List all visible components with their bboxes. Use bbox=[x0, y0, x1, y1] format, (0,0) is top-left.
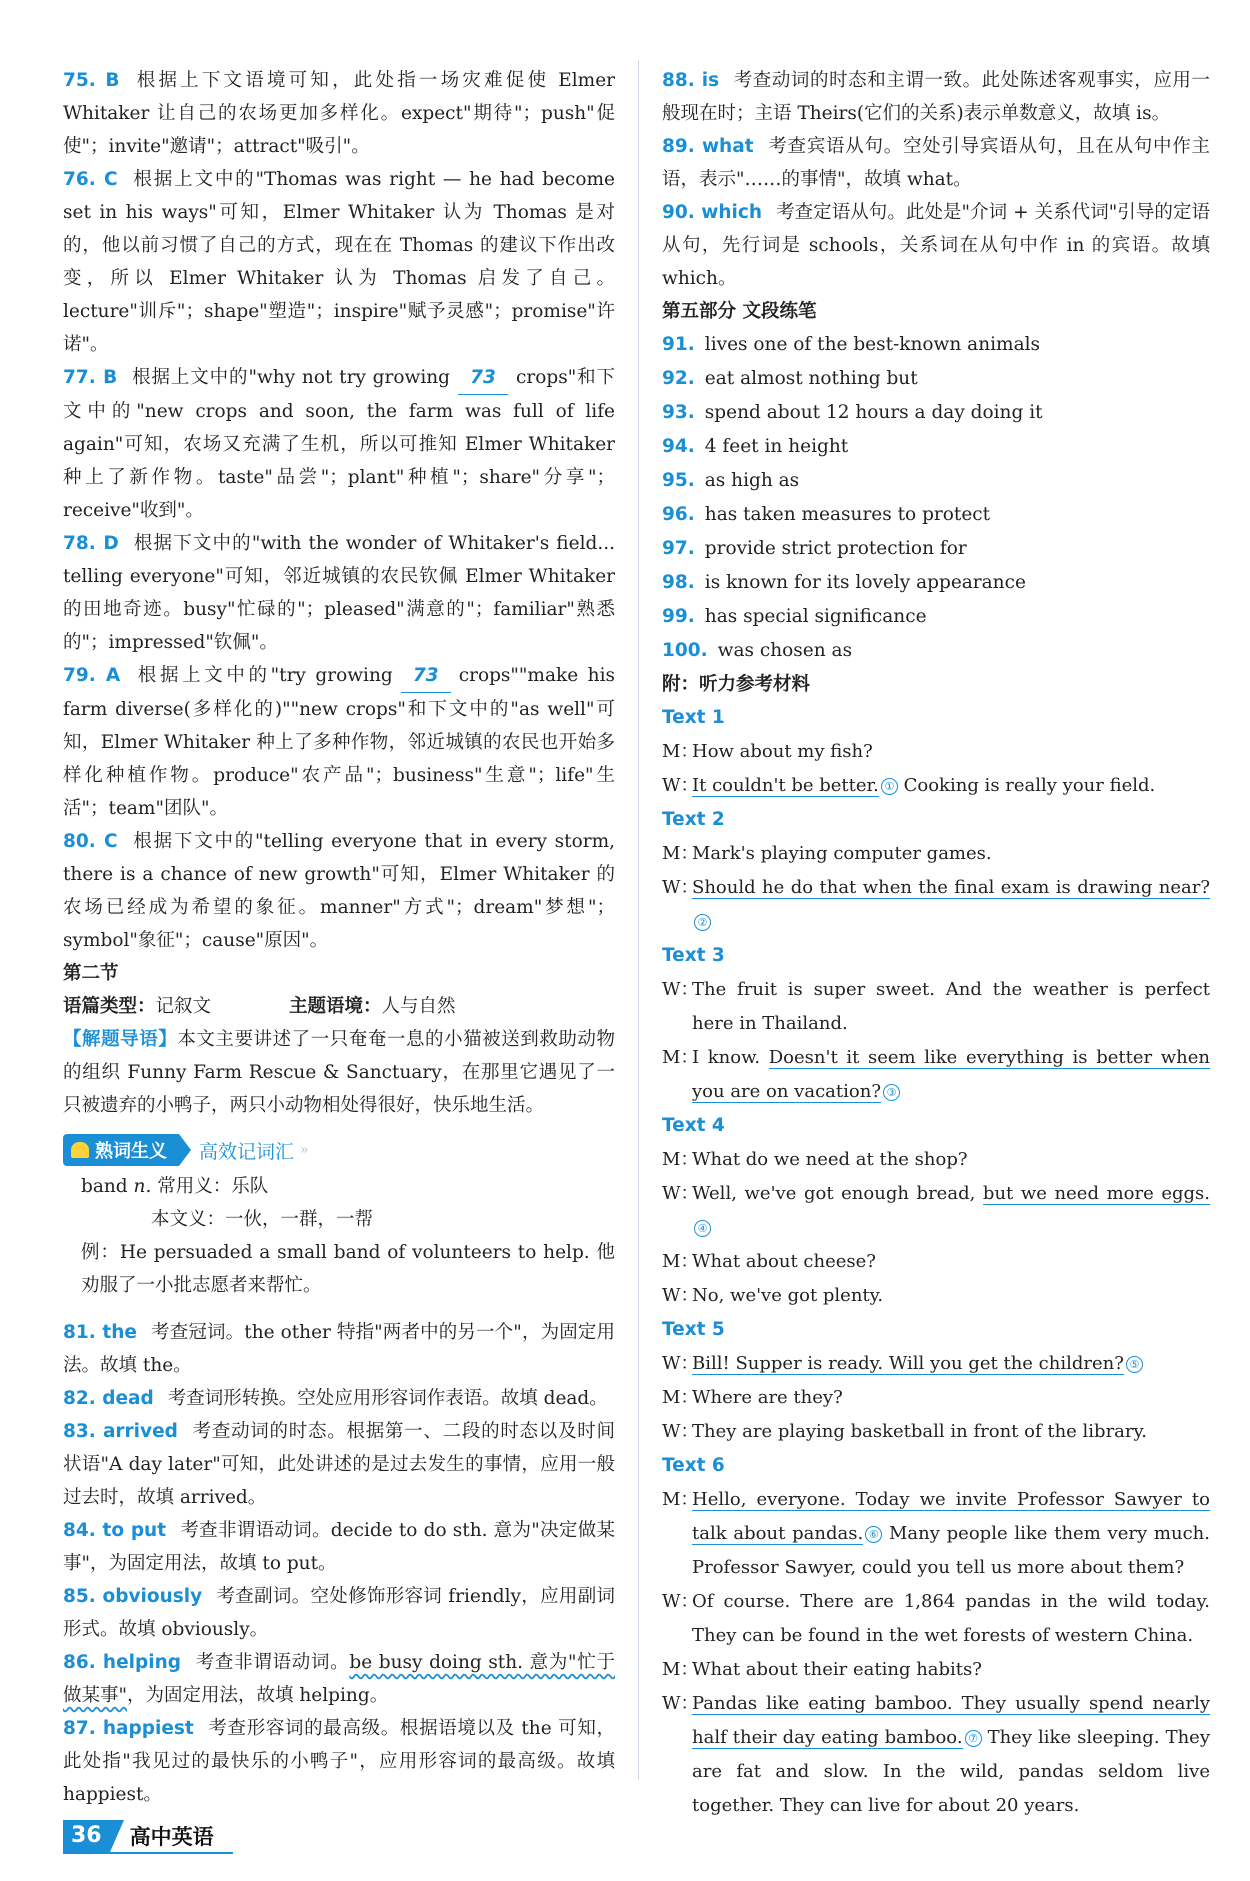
vocab-tag-label: 熟词生义 bbox=[95, 1141, 167, 1162]
item-number: 99. bbox=[662, 606, 695, 627]
type-value: 记叙文 bbox=[155, 996, 212, 1017]
theme-value: 人与自然 bbox=[381, 996, 456, 1017]
answer-list bbox=[662, 328, 1210, 668]
dialogue-line bbox=[662, 1143, 1210, 1177]
dialogue-text: What about their eating habits? bbox=[692, 1659, 982, 1680]
vocab-tag bbox=[63, 1134, 179, 1166]
answer-text: has special significance bbox=[704, 606, 927, 627]
dialogue-text: They are playing basketball in front of the library. bbox=[692, 1421, 1148, 1442]
item-number: 92. bbox=[662, 368, 695, 389]
subject-label: 高中英语 bbox=[129, 1825, 214, 1849]
item-number: 86. helping bbox=[63, 1652, 181, 1673]
item-explanation: 考查词形转换。空处应用形容词作表语。故填 dead。 bbox=[167, 1388, 608, 1409]
item-number: 100. bbox=[662, 640, 708, 661]
footer-rule bbox=[63, 1852, 233, 1854]
item-number: 91. bbox=[662, 334, 695, 355]
speaker-label: W： bbox=[662, 775, 699, 796]
speaker-label: M： bbox=[662, 1047, 699, 1068]
dialogue-text: Where are they? bbox=[692, 1387, 843, 1408]
answer-77 bbox=[63, 361, 615, 527]
speaker-label: W： bbox=[662, 1591, 699, 1612]
left-column bbox=[63, 64, 615, 1811]
guide-label: 【解题导语】 bbox=[63, 1029, 178, 1050]
answer-80 bbox=[63, 825, 615, 957]
passage-guide bbox=[63, 1023, 615, 1122]
item-explanation: 考查非谓语动词。decide to do sth. 意为"决定做某事"，为固定用法，故填 to put。 bbox=[63, 1520, 616, 1574]
answer-89 bbox=[662, 130, 1210, 196]
item-number: 81. the bbox=[63, 1322, 137, 1343]
dialogue-line bbox=[662, 1041, 1210, 1109]
answer-87 bbox=[63, 1712, 615, 1811]
dialogue-line bbox=[662, 1483, 1210, 1585]
item-explanation: 考查形容词的最高级。根据语境以及 the 可知，此处指"我见过的最快乐的小鸭子"，应用形容词的最高级。故填 happiest。 bbox=[63, 1718, 615, 1805]
dialogue-text: The fruit is super sweet. And the weather is perfect here in Thailand. bbox=[692, 979, 1210, 1034]
dialogue-line bbox=[662, 1415, 1210, 1449]
item-number: 95. bbox=[662, 470, 695, 491]
answer-76 bbox=[63, 163, 615, 361]
answer-88 bbox=[662, 64, 1210, 130]
item-number: 83. arrived bbox=[63, 1421, 178, 1442]
item-explanation: 考查宾语从句。空处引导宾语从句，且在从句中作主语，表示"……的事情"，故填 what。 bbox=[662, 136, 1210, 190]
page-number: 36 bbox=[63, 1820, 110, 1852]
speaker-label: W： bbox=[662, 1353, 699, 1374]
underlined-answer: Should he do that when the final exam is drawing near? bbox=[692, 877, 1210, 898]
answer-text: 4 feet in height bbox=[704, 436, 849, 457]
dialogue-text: I know. bbox=[692, 1047, 769, 1068]
answer-text: has taken measures to protect bbox=[704, 504, 991, 525]
dialogue-line bbox=[662, 1687, 1210, 1823]
speaker-label: M： bbox=[662, 1387, 699, 1408]
item-number: 80. C bbox=[63, 831, 118, 852]
speaker-label: W： bbox=[662, 877, 699, 898]
highlighted-phrase: be busy doing sth. 意为"忙于做某事" bbox=[63, 1652, 615, 1706]
answer-86 bbox=[63, 1646, 615, 1712]
text-1-heading: Text 1 bbox=[662, 707, 725, 728]
circled-number: ② bbox=[694, 914, 711, 931]
dialogue-text: Many people like them very much. Professor Sawyer, could you tell us more about them? bbox=[692, 1523, 1210, 1578]
vocab-entry bbox=[63, 1170, 615, 1236]
underlined-answer: Bill! Supper is ready. Will you get the children? bbox=[692, 1353, 1124, 1374]
item-number: 89. what bbox=[662, 136, 754, 157]
underlined-answer: Hello, everyone. Today we invite Professor Sawyer to talk about pandas. bbox=[692, 1489, 1210, 1544]
item-number: 79. A bbox=[63, 665, 121, 686]
speaker-label: W： bbox=[662, 1183, 699, 1204]
answer-83 bbox=[63, 1415, 615, 1514]
list-item bbox=[662, 566, 1210, 600]
item-explanation: 根据上文中的"Thomas was right — he had become set in his ways"可知，Elmer Whitaker 认为 Thomas 是对的，他以前习惯了自己的方式，现在在 Thomas 的建议下作出改变，所以 Elmer Whitaker 认为 Thomas 启发了自己。lecture"训斥"；shape"塑造"；inspire"赋予灵感"；promise"许诺"。 bbox=[63, 169, 616, 355]
item-number: 82. dead bbox=[63, 1388, 154, 1409]
dialogue-line bbox=[662, 1177, 1210, 1245]
passage-meta bbox=[63, 990, 615, 1023]
dialogue-line bbox=[662, 769, 1210, 803]
blank-reference: 73 bbox=[401, 659, 451, 693]
item-explanation: 考查副词。空处修饰形容词 friendly，应用副词形式。故填 obviously。 bbox=[63, 1586, 615, 1640]
appendix-heading: 附：听力参考材料 bbox=[662, 674, 811, 695]
circled-number: ⑥ bbox=[865, 1526, 882, 1543]
vocab-context-meaning: 本文义：一伙，一群，一帮 bbox=[151, 1209, 374, 1230]
answer-90 bbox=[662, 196, 1210, 295]
item-explanation: ，为固定用法，故填 helping。 bbox=[127, 1685, 389, 1706]
circled-number: ⑤ bbox=[1126, 1356, 1143, 1373]
item-explanation: 根据上文中的"try growing bbox=[134, 665, 393, 686]
list-item bbox=[662, 532, 1210, 566]
dialogue-line bbox=[662, 1347, 1210, 1381]
underlined-answer: It couldn't be better. bbox=[692, 775, 879, 796]
speaker-label: M： bbox=[662, 1149, 699, 1170]
list-item bbox=[662, 498, 1210, 532]
speaker-label: M： bbox=[662, 1659, 699, 1680]
answer-text: eat almost nothing but bbox=[704, 368, 918, 389]
speaker-label: M： bbox=[662, 1251, 699, 1272]
list-item bbox=[662, 362, 1210, 396]
answer-text: provide strict protection for bbox=[704, 538, 967, 559]
type-label: 语篇类型： bbox=[63, 996, 156, 1017]
vocab-example: 例：He persuaded a small band of volunteers to help. 他劝服了一小批志愿者来帮忙。 bbox=[81, 1242, 615, 1296]
text-4-heading: Text 4 bbox=[662, 1115, 725, 1136]
dialogue-text: Cooking is really your field. bbox=[897, 775, 1156, 796]
item-number: 85. obviously bbox=[63, 1586, 203, 1607]
circled-number: ④ bbox=[694, 1220, 711, 1237]
list-item bbox=[662, 396, 1210, 430]
dialogue-text: Of course. There are 1,864 pandas in the wild today. They can be found in the wet forests of western China. bbox=[692, 1591, 1210, 1646]
item-number: 75. B bbox=[63, 70, 120, 91]
underlined-answer: but we need more eggs. bbox=[982, 1183, 1210, 1204]
item-explanation: crops"和下文中的"new crops and soon, the farm was full of life again"可知，农场又充满了生机，所以可推知 Elmer Whitaker 种上了新作物。taste"品尝"；plant"种植"；share"分享"；receive"收到"。 bbox=[63, 367, 615, 521]
vocab-common-meaning: 常用义：乐队 bbox=[157, 1176, 269, 1197]
circled-number: ① bbox=[881, 778, 898, 795]
answer-text: lives one of the best-known animals bbox=[704, 334, 1041, 355]
dialogue-line bbox=[662, 1279, 1210, 1313]
dialogue-text: What do we need at the shop? bbox=[692, 1149, 968, 1170]
answer-84 bbox=[63, 1514, 615, 1580]
dialogue-line bbox=[662, 871, 1210, 939]
speaker-label: W： bbox=[662, 1421, 699, 1442]
speaker-label: W： bbox=[662, 1693, 699, 1714]
tag-arrow bbox=[179, 1134, 191, 1166]
guide-text: 本文主要讲述了一只奄奄一息的小猫被送到救助动物的组织 Funny Farm Rescue & Sanctuary，在那里它遇见了一只被遗弃的小鸭子，两只小动物相处得很好，快乐地生活。 bbox=[63, 1029, 615, 1116]
item-explanation: 根据上下文语境可知，此处指一场灾难促使 Elmer Whitaker 让自己的农场更加多样化。expect"期待"；push"促使"；invite"邀请"；attract"吸引"。 bbox=[63, 70, 615, 157]
dialogue-text: Well, we've got enough bread, bbox=[692, 1183, 983, 1204]
right-column bbox=[662, 64, 1210, 1823]
item-number: 87. happiest bbox=[63, 1718, 194, 1739]
dialogue-line bbox=[662, 1585, 1210, 1653]
dialogue-text: What about cheese? bbox=[692, 1251, 876, 1272]
item-number: 98. bbox=[662, 572, 695, 593]
dialogue-line bbox=[662, 1653, 1210, 1687]
speaker-label: M： bbox=[662, 1489, 699, 1510]
dialogue-text: No, we've got plenty. bbox=[692, 1285, 884, 1306]
vocab-word: band bbox=[81, 1176, 128, 1197]
column-divider bbox=[638, 60, 639, 1780]
vocab-pos: n. bbox=[133, 1176, 152, 1197]
item-number: 97. bbox=[662, 538, 695, 559]
list-item bbox=[662, 634, 1210, 668]
vocab-banner bbox=[63, 1134, 615, 1166]
circled-number: ⑦ bbox=[965, 1730, 982, 1747]
item-explanation: 考查冠词。the other 特指"两者中的另一个"，为固定用法。故填 the。 bbox=[63, 1322, 615, 1376]
dialogue-line bbox=[662, 973, 1210, 1041]
book-icon bbox=[71, 1142, 89, 1158]
item-number: 93. bbox=[662, 402, 695, 423]
answer-75 bbox=[63, 64, 615, 163]
answer-79 bbox=[63, 659, 615, 825]
text-2-heading: Text 2 bbox=[662, 809, 725, 830]
item-explanation: crops""make his farm diverse(多样化的)""new crops"和下文中的"as well"可知，Elmer Whitaker 种上了多种作物，邻近城镇的农民也开始多样化种植作物。produce"农产品"；business"生意"；life"生活"；team"团队"。 bbox=[63, 665, 616, 819]
speaker-label: W： bbox=[662, 1285, 699, 1306]
item-number: 96. bbox=[662, 504, 695, 525]
speaker-label: M： bbox=[662, 741, 699, 762]
answer-text: was chosen as bbox=[717, 640, 853, 661]
dialogue-line bbox=[662, 837, 1210, 871]
chevron-right-icon: » bbox=[300, 1142, 309, 1158]
item-explanation: 考查定语从句。此处是"介词 + 关系代词"引导的定语从句，先行词是 schools，关系词在从句中作 in 的宾语。故填 which。 bbox=[662, 202, 1211, 289]
section-heading: 第二节 bbox=[63, 963, 119, 984]
dialogue-text: How about my fish? bbox=[692, 741, 873, 762]
dialogue-line bbox=[662, 735, 1210, 769]
answer-81 bbox=[63, 1316, 615, 1382]
theme-label: 主题语境： bbox=[289, 996, 382, 1017]
answer-text: is known for its lovely appearance bbox=[704, 572, 1026, 593]
item-number: 78. D bbox=[63, 533, 119, 554]
circled-number: ③ bbox=[883, 1084, 900, 1101]
item-explanation: 根据上文中的"why not try growing bbox=[131, 367, 451, 388]
answer-text: spend about 12 hours a day doing it bbox=[704, 402, 1043, 423]
underlined-answer: Doesn't it seem like everything is better when you are on vacation? bbox=[692, 1047, 1210, 1102]
text-6-heading: Text 6 bbox=[662, 1455, 725, 1476]
page-number-slant bbox=[110, 1820, 124, 1852]
vocab-banner-title: 高效记词汇 bbox=[199, 1140, 295, 1163]
item-number: 88. is bbox=[662, 70, 720, 91]
item-number: 77. B bbox=[63, 367, 118, 388]
page-footer bbox=[63, 1820, 214, 1852]
item-number: 90. which bbox=[662, 202, 763, 223]
dialogue-line bbox=[662, 1245, 1210, 1279]
text-3-heading: Text 3 bbox=[662, 945, 725, 966]
item-explanation: 根据下文中的"with the wonder of Whitaker's field... telling everyone"可知，邻近城镇的农民钦佩 Elmer Whitaker 的田地奇迹。busy"忙碌的"；pleased"满意的"；familiar"熟悉的"；impressed"钦佩"。 bbox=[63, 533, 615, 653]
item-explanation: 考查动词的时态。根据第一、二段的时态以及时间状语"A day later"可知，此处讲述的是过去发生的事情，应用一般过去时，故填 arrived。 bbox=[63, 1421, 615, 1508]
item-number: 94. bbox=[662, 436, 695, 457]
answer-82 bbox=[63, 1382, 615, 1415]
underlined-answer: Pandas like eating bamboo. They usually spend nearly half their day eating bamboo. bbox=[692, 1693, 1210, 1748]
list-item bbox=[662, 328, 1210, 362]
item-explanation: 根据下文中的"telling everyone that in every storm, there is a chance of new growth"可知，Elmer Whitaker 的农场已经成为希望的象征。manner"方式"；dream"梦想"；symbol"象征"；cause"原因"。 bbox=[63, 831, 615, 951]
answer-78 bbox=[63, 527, 615, 659]
answer-85 bbox=[63, 1580, 615, 1646]
item-explanation: 考查非谓语动词。 bbox=[194, 1652, 350, 1673]
answer-text: as high as bbox=[704, 470, 800, 491]
dialogue-text: Mark's playing computer games. bbox=[692, 843, 992, 864]
speaker-label: W： bbox=[662, 979, 699, 1000]
list-item bbox=[662, 464, 1210, 498]
blank-reference: 73 bbox=[458, 361, 508, 395]
item-number: 84. to put bbox=[63, 1520, 167, 1541]
item-number: 76. C bbox=[63, 169, 118, 190]
list-item bbox=[662, 600, 1210, 634]
list-item bbox=[662, 430, 1210, 464]
item-explanation: 考查动词的时态和主谓一致。此处陈述客观事实，应用一般现在时；主语 Theirs(它们的关系)表示单数意义，故填 is。 bbox=[662, 70, 1210, 124]
dialogue-line bbox=[662, 1381, 1210, 1415]
section-heading: 第五部分 文段练笔 bbox=[662, 301, 817, 322]
dialogue-text: They like sleeping. They are fat and slow. In the wild, pandas seldom live together. They can live for about 20 years. bbox=[692, 1727, 1210, 1816]
speaker-label: M： bbox=[662, 843, 699, 864]
text-5-heading: Text 5 bbox=[662, 1319, 725, 1340]
